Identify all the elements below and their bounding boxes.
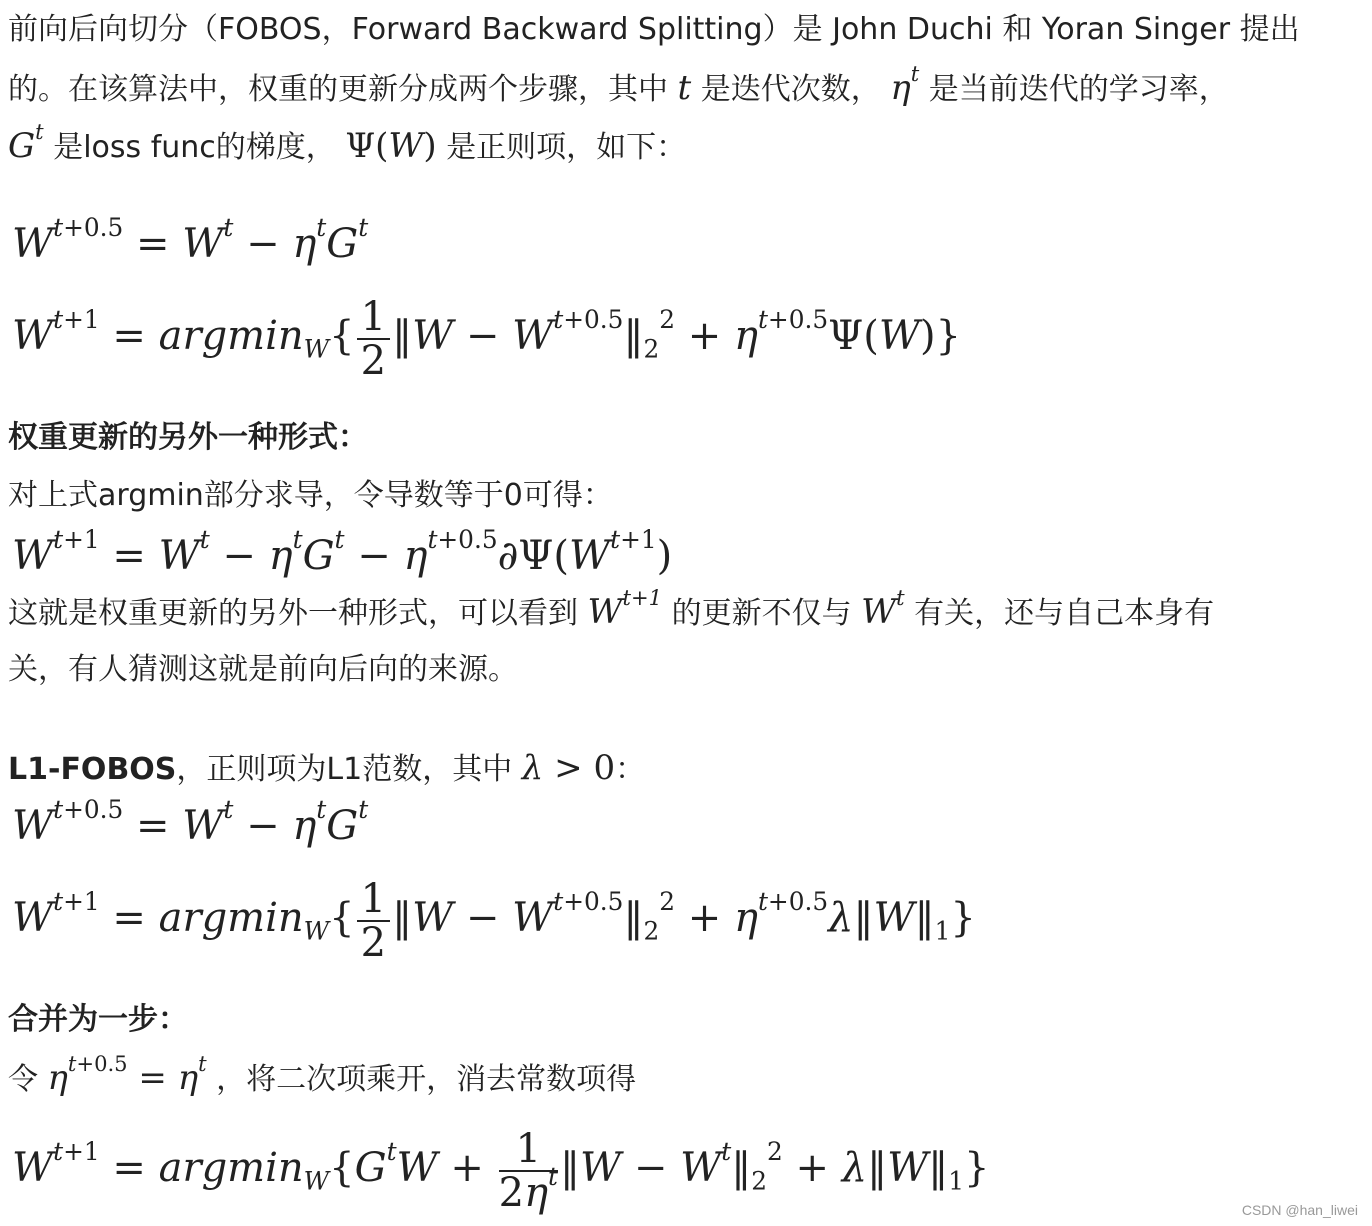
- equation-alt-form: $W^{t+1} = W^t - \eta^tG^t - \eta^{t+0.5}\partial\Psi(W^{t+1})$: [12, 524, 673, 579]
- math-lambda-gt-0: λ > 0: [521, 748, 616, 788]
- equation-argmin: $W^{t+1} = argmin_W${ $\frac{1}{2}$ ‖W − $W^{t+0.5}‖_2^2 + \eta^{t+0.5}\Psi(W)$}: [12, 294, 962, 384]
- intro-line-1: 前向后向切分（FOBOS，Forward Backward Splitting）是 John Duchi 和 Yoran Singer 提出: [8, 12, 1300, 47]
- section-heading-l1: L1-FOBOS: [8, 752, 177, 787]
- intro-line-3: $G^t$ 是loss func的梯度， Ψ(W) 是正则项，如下：: [8, 119, 687, 166]
- equation-half-step: $W^{t+0.5} = W^t - \eta^tG^t$: [12, 212, 369, 267]
- fraction-one-half: $\frac{1}{2}$: [357, 296, 390, 382]
- math-psi-w: Ψ(W): [345, 126, 437, 166]
- section-desc-merge: 令 $\eta^{t+0.5} = \eta^t$ ，将二次项乘开，消去常数项得: [8, 1051, 637, 1098]
- intro-line-2: 的。在该算法中，权重的更新分成两个步骤，其中 t 是迭代次数， $\eta^t$ 是当前迭代的学习率，: [8, 61, 1229, 108]
- equation-l1-argmin: $W^{t+1} = argmin_W${ $\frac{1}{2}$ ‖W − $W^{t+0.5}‖_2^2$ + $\eta^{t+0.5}\lambda‖W‖_1$}: [12, 876, 976, 966]
- fraction-one-over-2eta: $\frac{1}{2\eta^t}$: [498, 1126, 559, 1216]
- section-desc-derivative: 对上式argmin部分求导，令导数等于0可得：: [8, 478, 613, 513]
- math-W-t: $W^t$: [861, 585, 905, 632]
- math-t: t: [677, 68, 692, 108]
- equation-l1-half-step: $W^{t+0.5} = W^t - \eta^tG^t$: [12, 794, 369, 849]
- equation-merged: $W^{t+1} = argmin_W\{G^tW$ + $\frac{1}{2\eta^t}$ ‖W − $W^t‖_2^2$ + $\lambda‖W‖_1$}: [12, 1126, 990, 1216]
- fraction-one-half: $\frac{1}{2}$: [357, 878, 390, 964]
- math-eta-t: $\eta^t$: [890, 61, 920, 108]
- section-l1-fobos: L1-FOBOS，正则项为L1范数，其中 λ > 0：: [8, 748, 646, 788]
- math-G-t: $G^t$: [8, 119, 44, 166]
- paragraph-alt-form-2: 关，有人猜测这就是前向后向的来源。: [8, 652, 518, 687]
- math-W-t1: $W^{t+1}$: [587, 585, 663, 632]
- paragraph-alt-form-1: 这就是权重更新的另外一种形式，可以看到 $W^{t+1}$ 的更新不仅与 $W^t$ 有关，还与自己本身有: [8, 585, 1215, 632]
- section-heading-merge: 合并为一步：: [8, 1002, 188, 1037]
- math-eta-equals: $\eta^{t+0.5} = \eta^t$: [47, 1051, 207, 1098]
- section-heading-alt-form: 权重更新的另外一种形式：: [8, 420, 368, 455]
- watermark: CSDN @han_liwei: [1241, 1202, 1358, 1218]
